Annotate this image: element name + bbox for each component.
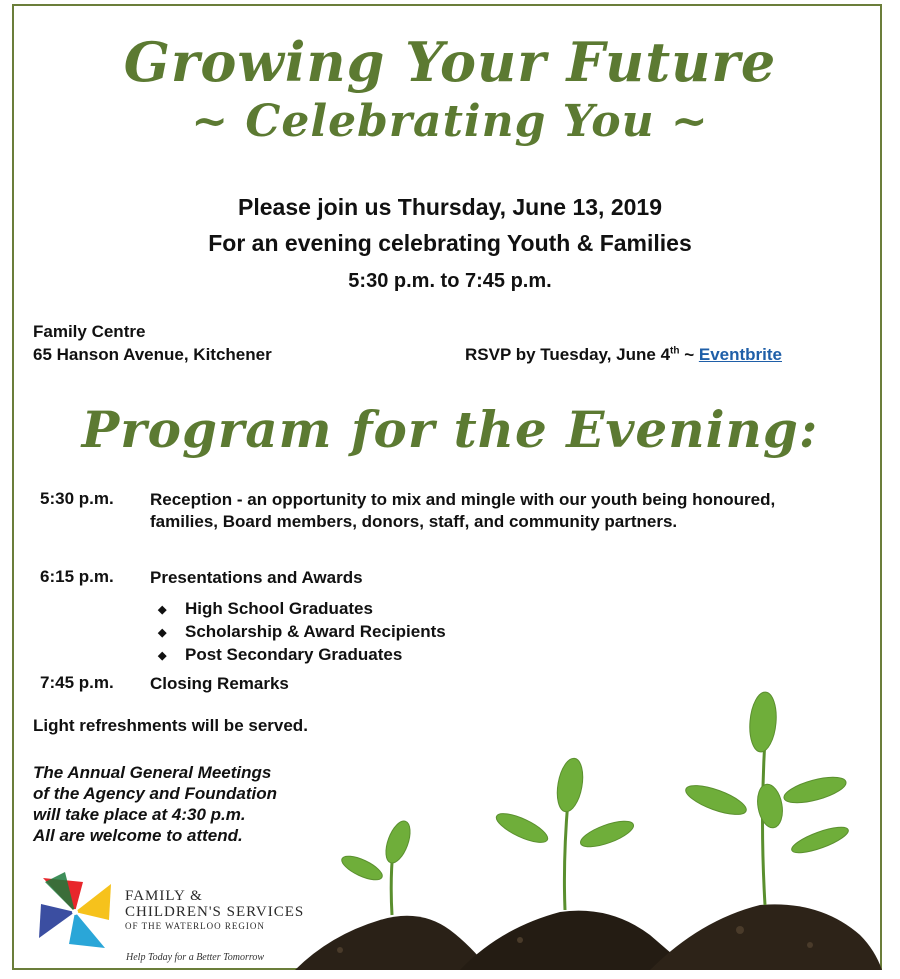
diamond-bullet-icon: ◆ — [158, 650, 167, 662]
event-title: Growing Your Future — [123, 30, 777, 94]
program-time: 6:15 p.m. — [40, 567, 114, 586]
event-subtitle: ~ Celebrating You ~ — [191, 96, 709, 147]
program-heading: Program for the Evening: — [81, 400, 819, 459]
soil-icon — [295, 904, 882, 970]
venue-address: 65 Hanson Avenue, Kitchener — [33, 345, 272, 364]
invite-purpose: For an evening celebrating Youth & Families — [208, 230, 692, 256]
agm-line: of the Agency and Foundation — [33, 784, 277, 803]
program-description: Reception - an opportunity to mix and mingle with our youth being honoured, families, Board members, donors, staff, and community partners. — [150, 490, 776, 531]
program-time: 7:45 p.m. — [40, 673, 114, 692]
logo-line: FAMILY & — [125, 888, 203, 904]
logo-line: CHILDREN'S SERVICES — [125, 904, 305, 920]
eventbrite-link[interactable]: Eventbrite — [698, 345, 782, 364]
agm-line: The Annual General Meetings — [33, 763, 272, 782]
invite-time: 5:30 p.m. to 7:45 p.m. — [348, 270, 552, 292]
award-category: High School Graduates — [185, 599, 373, 618]
agm-line: All are welcome to attend. — [33, 826, 243, 845]
venue-name: Family Centre — [33, 322, 146, 341]
sprout-icon — [339, 818, 415, 915]
logo-tagline: Help Today for a Better Tomorrow — [126, 952, 265, 963]
logo-line: OF THE WATERLOO REGION — [125, 921, 265, 931]
program-description: Closing Remarks — [150, 674, 289, 693]
agm-line: will take place at 4:30 p.m. — [33, 805, 246, 824]
program-description: Presentations and Awards — [150, 568, 363, 587]
diamond-bullet-icon: ◆ — [158, 627, 167, 639]
sprout-icon — [683, 691, 851, 905]
award-category: Post Secondary Graduates — [185, 645, 403, 664]
rsvp-text: RSVP by Tuesday, June 4 — [465, 345, 671, 364]
program-time: 5:30 p.m. — [40, 489, 114, 508]
award-category: Scholarship & Award Recipients — [185, 622, 446, 641]
diamond-bullet-icon: ◆ — [158, 604, 167, 616]
sprout-icon — [493, 756, 637, 910]
rsvp-separator: ~ — [679, 345, 699, 364]
rsvp-superscript: th — [670, 345, 680, 357]
pinwheel-icon — [39, 872, 111, 948]
refreshments-note: Light refreshments will be served. — [33, 716, 308, 735]
invite-date: Please join us Thursday, June 13, 2019 — [238, 194, 662, 220]
